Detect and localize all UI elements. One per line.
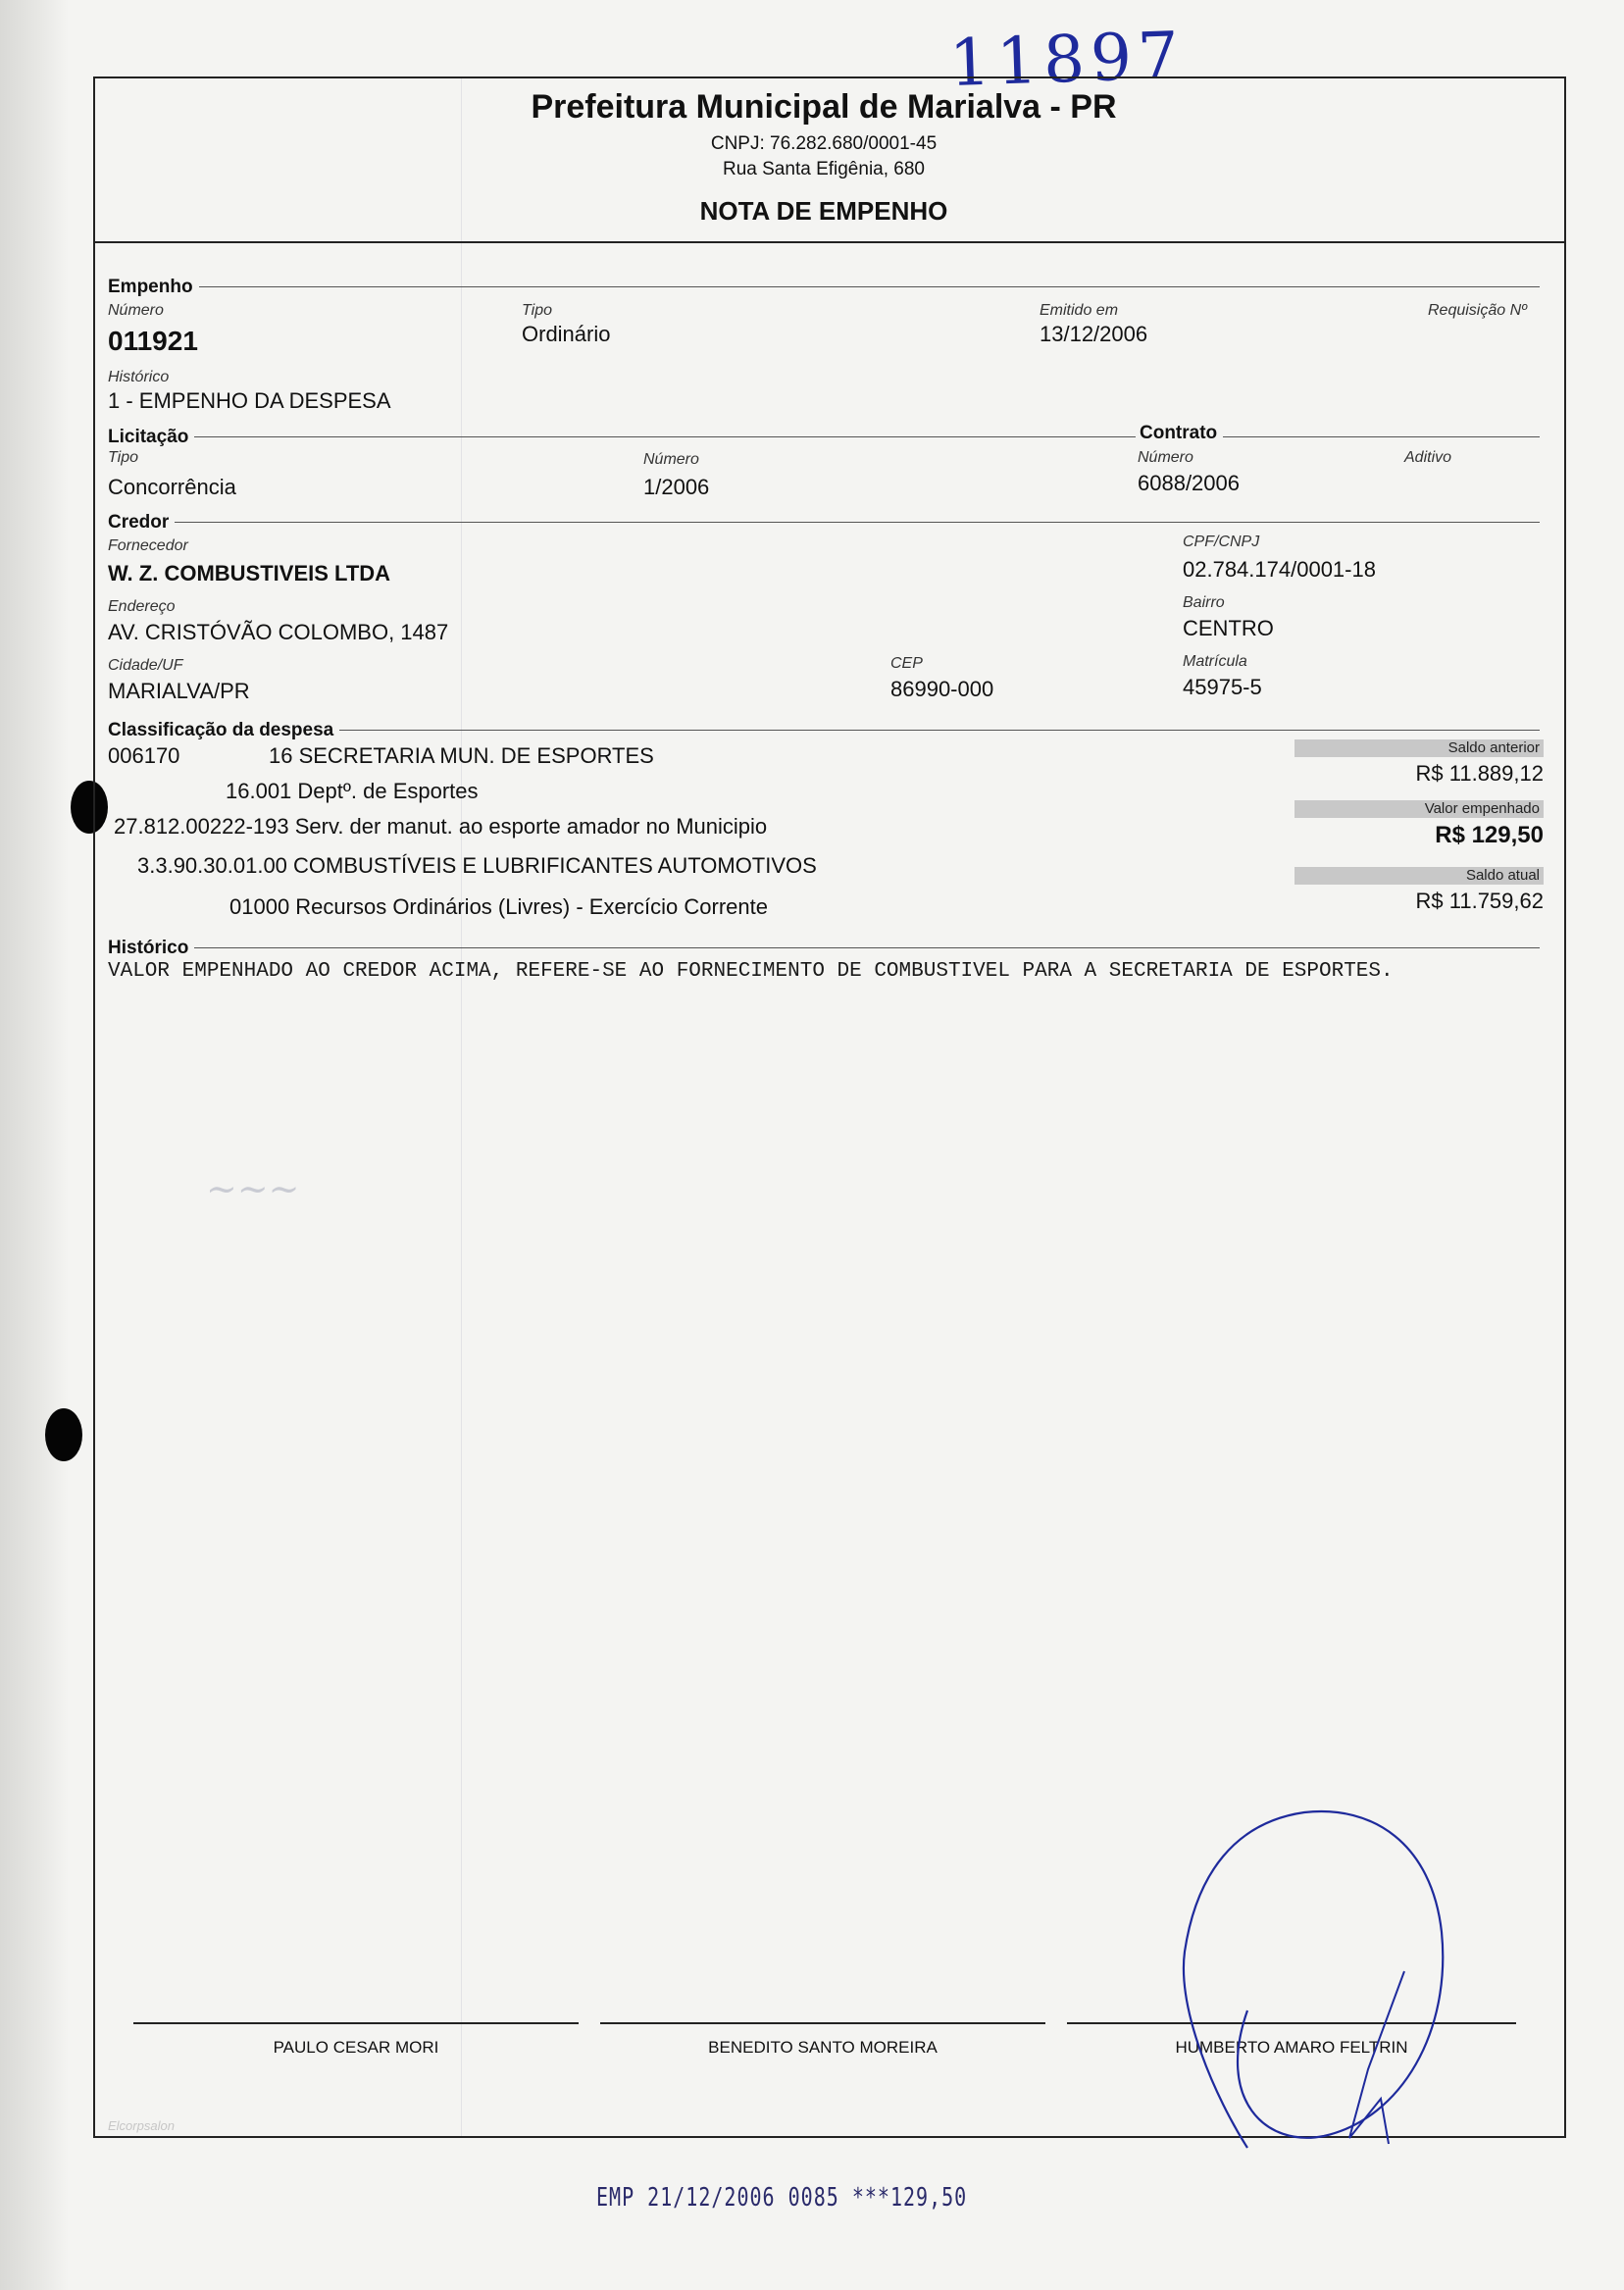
header-divider [95,241,1565,243]
saldo-anterior-label: Saldo anterior [1294,739,1544,757]
empenho-numero-label: Número [108,302,164,319]
empenho-emitido-label: Emitido em [1040,302,1119,319]
saldo-anterior-value: R$ 11.889,12 [1415,761,1544,786]
endereco-value: AV. CRISTÓVÃO COLOMBO, 1487 [108,620,449,644]
bairro-value: CENTRO [1183,616,1274,640]
footer-small-label: Elcorpsalon [108,2118,175,2133]
contrato-numero: 6088/2006 [1138,471,1240,495]
cpf-cnpj-label: CPF/CNPJ [1183,534,1260,550]
signatory-3: HUMBERTO AMARO FELTRIN [1175,2038,1408,2057]
municipality-address: Rua Santa Efigênia, 680 [723,159,925,179]
licitacao-numero: 1/2006 [643,475,710,499]
empenho-rule [108,286,1540,287]
saldo-atual-value: R$ 11.759,62 [1415,889,1544,913]
licitacao-tipo-label: Tipo [108,449,138,466]
requisicao-label: Requisição Nº [1428,302,1527,319]
contrato-aditivo-label: Aditivo [1404,449,1452,466]
footer-stamp: EMP 21/12/2006 0085 ***129,50 [596,2181,968,2213]
licitacao-tipo: Concorrência [108,475,236,499]
fornecedor-label: Fornecedor [108,537,188,554]
signature-line-1 [133,2022,579,2024]
contrato-numero-label: Número [1138,449,1193,466]
saldo-atual-label: Saldo atual [1294,867,1544,885]
punch-hole-bottom [45,1408,82,1461]
empenho-tipo-label: Tipo [522,302,552,319]
licitacao-rule [108,436,1540,437]
empenho-emitido: 13/12/2006 [1040,322,1148,346]
cidade-value: MARIALVA/PR [108,679,250,703]
credor-rule [108,522,1540,523]
signature-line-2 [600,2022,1045,2024]
licitacao-numero-label: Número [643,451,699,468]
bairro-label: Bairro [1183,594,1225,611]
classificacao-fonte: 01000 Recursos Ordinários (Livres) - Exercício Corrente [229,894,768,919]
licitacao-section-label: Licitação [108,427,194,448]
valor-empenhado-label: Valor empenhado [1294,800,1544,818]
historico-section-label: Histórico [108,938,194,959]
municipality-title: Prefeitura Municipal de Marialva - PR [531,88,1117,126]
empenho-historico: 1 - EMPENHO DA DESPESA [108,388,391,413]
matricula-label: Matrícula [1183,653,1247,670]
classificacao-natureza: 3.3.90.30.01.00 COMBUSTÍVEIS E LUBRIFICANTES AUTOMOTIVOS [137,853,817,878]
valor-empenhado-value: R$ 129,50 [1435,822,1544,848]
document-title: NOTA DE EMPENHO [699,196,948,226]
signatory-2: BENEDITO SANTO MOREIRA [708,2038,938,2057]
classificacao-funcional: 27.812.00222-193 Serv. der manut. ao esporte amador no Municipio [114,814,768,839]
bleed-through-mark: ~~~ [206,1167,300,1210]
cidade-label: Cidade/UF [108,657,183,674]
classificacao-secretaria: 16 SECRETARIA MUN. DE ESPORTES [269,743,654,768]
empenho-tipo: Ordinário [522,322,611,346]
empenho-historico-label: Histórico [108,369,170,385]
credor-section-label: Credor [108,512,175,534]
historico-rule [108,947,1540,948]
classificacao-section-label: Classificação da despesa [108,720,339,741]
historico-text: VALOR EMPENHADO AO CREDOR ACIMA, REFERE-SE AO FORNECIMENTO DE COMBUSTIVEL PARA A SECRETARIA DE ESPORTES. [108,960,1394,983]
cpf-cnpj-value: 02.784.174/0001-18 [1183,557,1376,582]
classificacao-departamento: 16.001 Deptº. de Esportes [226,779,479,803]
empenho-numero: 011921 [108,326,198,356]
fornecedor-name: W. Z. COMBUSTIVEIS LTDA [108,561,391,585]
contrato-section-label: Contrato [1136,423,1223,444]
scanned-page-edge [0,0,69,2290]
signatory-1: PAULO CESAR MORI [273,2038,439,2057]
handwritten-signature [1157,1805,1471,2158]
classificacao-code: 006170 [108,743,180,768]
endereco-label: Endereço [108,598,176,615]
cep-value: 86990-000 [890,677,994,701]
municipality-cnpj: CNPJ: 76.282.680/0001-45 [710,133,938,154]
handwritten-page-number: 11897 [947,17,1187,102]
matricula-value: 45975-5 [1183,675,1262,699]
cep-label: CEP [890,655,923,672]
empenho-section-label: Empenho [108,277,199,298]
